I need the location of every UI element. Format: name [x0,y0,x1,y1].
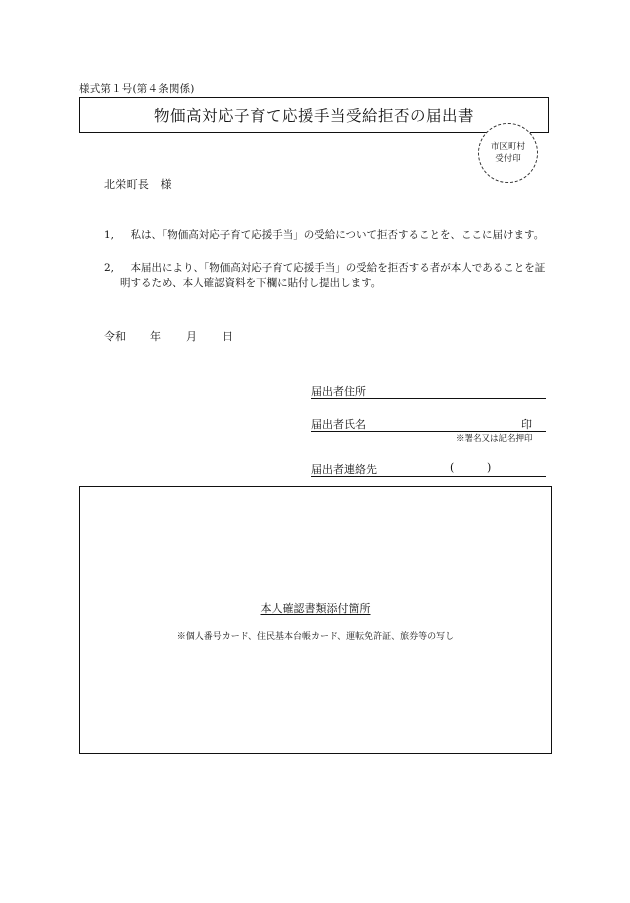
reception-stamp-area [478,123,538,183]
title-box [79,97,549,133]
stamp-label-municipality: 市区町村 [490,142,525,152]
name-field[interactable] [311,416,546,432]
stamp-label-receipt: 受付印 [495,154,521,164]
attachment-title: 本人確認書類添付箇所 [260,602,371,615]
date-month: 月 [186,330,197,343]
addressee: 北栄町長 様 [104,178,172,191]
form-number: 様式第１号(第４条関係) [79,83,195,95]
contact-paren-open: ( [450,461,455,474]
seal-mark: 印 [521,418,532,431]
signature-note: ※署名又は記名押印 [456,434,533,444]
clause-text: 本届出により、「物価高対応子育て応援手当」の受給を拒否する者が本人であることを証明するため、本人確認資料を下欄に貼付し提出します。 [120,262,546,289]
contact-field[interactable] [311,461,546,477]
date-era: 令和 [104,330,126,343]
id-document-attachment-area[interactable] [79,486,552,754]
clause-number: 2, [104,262,115,274]
attachment-title-wrap [80,600,551,616]
name-label: 届出者氏名 [311,418,366,431]
clause-number: 1, [104,229,115,241]
contact-paren-close: ) [487,461,492,474]
address-label: 届出者住所 [311,385,366,398]
date-year: 年 [150,330,161,343]
document-title: 物価高対応子育て応援手当受給拒否の届出書 [153,107,474,125]
contact-label: 届出者連絡先 [311,463,377,476]
address-field[interactable] [311,383,546,399]
date-day: 日 [222,330,233,343]
attachment-note: ※個人番号カード、住民基本台帳カード、運転免許証、旅券等の写し [176,632,455,642]
clause-text: 私は、「物価高対応子育て応援手当」の受給について拒否することを、ここに届けます。 [130,229,545,241]
